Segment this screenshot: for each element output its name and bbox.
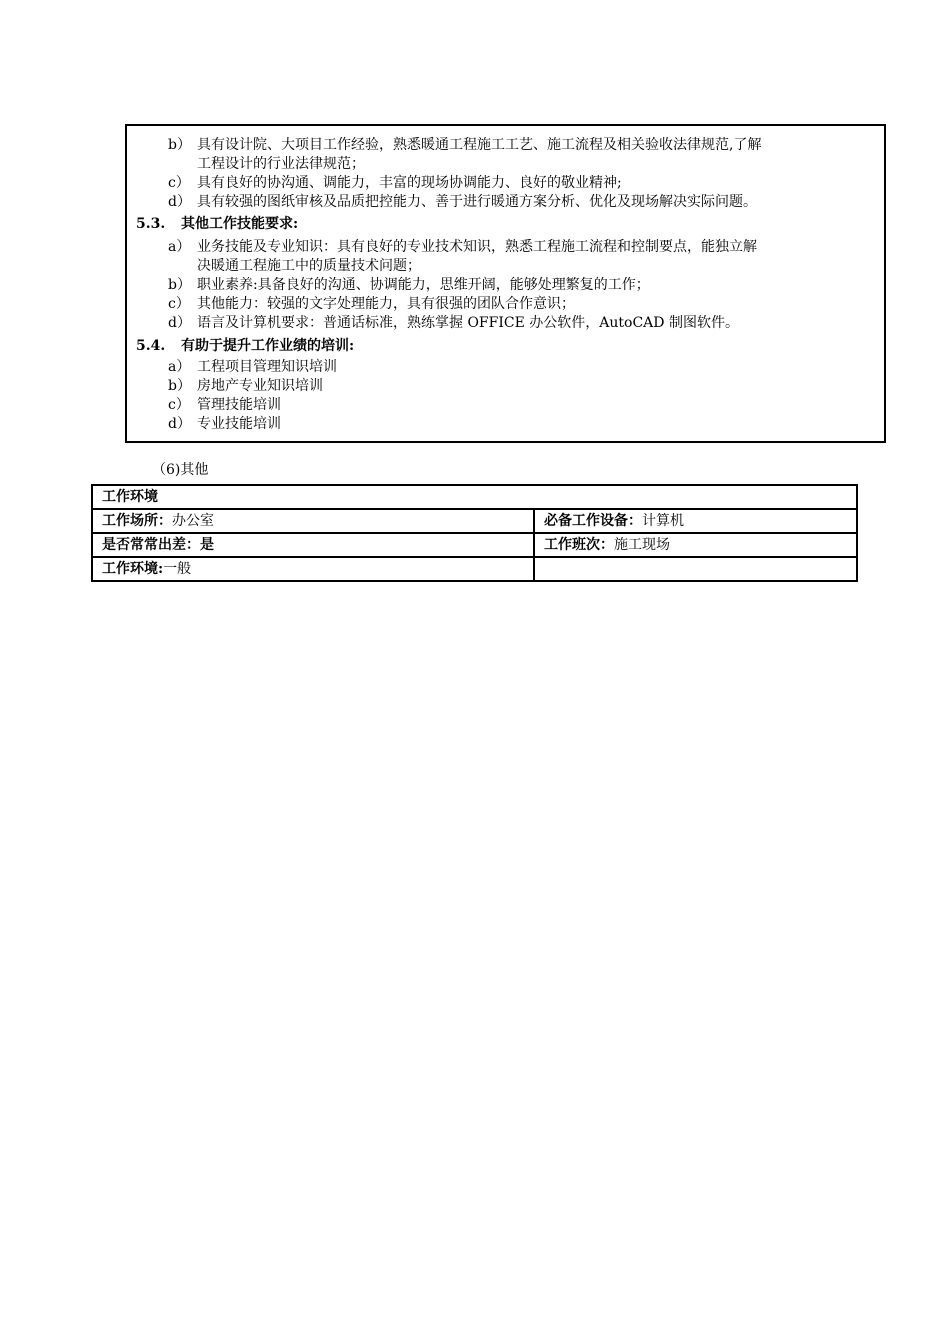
field-value: 计算机 (642, 513, 684, 529)
field-value: 一般 (163, 561, 192, 577)
section-caption: （6)其他 (152, 462, 209, 478)
work-environment-table (91, 484, 858, 582)
list-item-text-cont: 决暖通工程施工中的质量技术问题； (197, 258, 421, 274)
field-label: 工作场所： (102, 513, 172, 529)
field-value: 施工现场 (614, 537, 670, 553)
list-marker: b） (168, 277, 191, 293)
table-cell (92, 533, 534, 557)
list-item-text: 其他能力：较强的文字处理能力，具有很强的团队合作意识； (197, 296, 575, 312)
table-cell-empty (534, 557, 857, 581)
list-item-text: 管理技能培训 (197, 397, 281, 413)
list-marker: d） (168, 416, 191, 432)
list-marker: d） (168, 194, 191, 210)
section-heading-5-4 (136, 337, 354, 356)
list-item-text-cont: 工程设计的行业法律规范； (197, 156, 365, 172)
list-marker: b） (168, 378, 191, 394)
list-marker: c） (168, 296, 190, 312)
list-item-text: 房地产专业知识培训 (197, 378, 323, 394)
list-item-text: 专业技能培训 (197, 416, 281, 432)
list-item-text: 工程项目管理知识培训 (197, 359, 337, 375)
table-row (92, 509, 857, 533)
field-value: 办公室 (172, 513, 214, 529)
list-item-text: 具有设计院、大项目工作经验，熟悉暖通工程施工工艺、施工流程及相关验收法律规范,了解 (197, 137, 762, 153)
section-heading-5-3 (136, 215, 298, 234)
list-item-text: 业务技能及专业知识：具有良好的专业技术知识，熟悉工程施工流程和控制要点，能独立解 (197, 239, 757, 255)
table-cell (92, 557, 534, 581)
list-item-text: 具有良好的协沟通、调能力，丰富的现场协调能力、良好的敬业精神; (197, 175, 622, 191)
field-label: 工作班次： (544, 537, 614, 553)
section-title: 有助于提升工作业绩的培训: (181, 338, 355, 354)
list-item-text: 具有较强的图纸审核及品质把控能力、善于进行暖通方案分析、优化及现场解决实际问题。 (197, 194, 757, 210)
list-marker: c） (168, 397, 190, 413)
table-row (92, 557, 857, 581)
table-cell (534, 509, 857, 533)
list-marker: b） (168, 137, 191, 153)
list-marker: a） (168, 239, 191, 255)
table-row (92, 533, 857, 557)
table-cell (92, 509, 534, 533)
table-cell (534, 533, 857, 557)
section-number: 5.3. (136, 216, 166, 232)
field-label: 工作环境: (102, 561, 164, 577)
field-label: 必备工作设备： (544, 513, 642, 529)
table-header-cell: 工作环境 (92, 485, 857, 509)
field-label: 是否常常出差：是 (102, 537, 214, 553)
section-number: 5.4. (136, 338, 166, 354)
list-item-text: 语言及计算机要求：普通话标准，熟练掌握 OFFICE 办公软件，AutoCAD 制图软件。 (197, 315, 739, 331)
list-marker: d） (168, 315, 191, 331)
list-marker: a） (168, 359, 191, 375)
table-row (92, 485, 857, 509)
list-marker: c） (168, 175, 190, 191)
list-item-text: 职业素养:具备良好的沟通、协调能力，思维开阔，能够处理繁复的工作； (197, 277, 650, 293)
section-title: 其他工作技能要求: (181, 216, 299, 232)
